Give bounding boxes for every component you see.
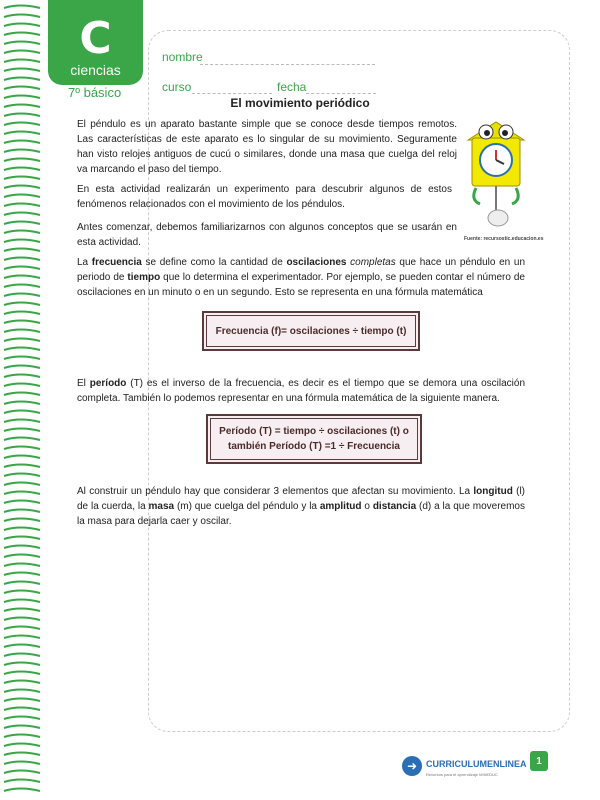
spiral-ring (4, 564, 40, 567)
spiral-ring (4, 213, 40, 216)
course-field[interactable] (192, 93, 272, 94)
spiral-ring (4, 645, 40, 648)
period-paragraph: El período (T) es el inverso de la frecuencia, es decir es el tiempo que se demora una oscilación completa. También lo podemos representar en una fórmula matemática de la siguiente manera. (77, 378, 526, 404)
spiral-ring (4, 537, 40, 540)
spiral-ring (4, 528, 40, 531)
spiral-ring (4, 618, 40, 621)
spiral-ring (4, 222, 40, 225)
spiral-ring (4, 690, 40, 693)
spiral-ring (4, 609, 40, 612)
spiral-ring (4, 735, 40, 738)
spiral-ring (4, 555, 40, 558)
subject-letter: C (79, 13, 112, 64)
spiral-ring (4, 654, 40, 657)
spiral-ring (4, 15, 40, 18)
date-field[interactable] (306, 93, 376, 94)
spiral-ring (4, 438, 40, 441)
spiral-ring (4, 600, 40, 603)
frequency-formula: Frecuencia (f)= oscilaciones ÷ tiempo (t) (215, 325, 407, 337)
spiral-ring (4, 375, 40, 378)
spiral-ring (4, 240, 40, 243)
spiral-ring (4, 339, 40, 342)
spiral-ring (4, 195, 40, 198)
spiral-ring (4, 519, 40, 522)
frequency-formula-box (202, 311, 420, 351)
spiral-ring (4, 51, 40, 54)
name-field[interactable] (200, 64, 375, 65)
spiral-ring (4, 483, 40, 486)
spiral-ring (4, 42, 40, 45)
spiral-ring (4, 447, 40, 450)
spiral-ring (4, 69, 40, 72)
spiral-ring (4, 123, 40, 126)
period-formula-box (206, 414, 422, 464)
spiral-ring (4, 726, 40, 729)
spiral-ring (4, 150, 40, 153)
curriculum-logo (402, 755, 532, 777)
spiral-ring (4, 348, 40, 351)
period-formula-line2: también Período (T) =1 ÷ Frecuencia (228, 441, 400, 452)
activity-paragraph: En esta actividad realizarán un experimento para descubrir algunos de estos fenómenos relacionados con el movimiento de los péndulos. (77, 184, 452, 210)
elements-paragraph: Al construir un péndulo hay que considerar 3 elementos que afectan su movimiento. La longitud (l) de la cuerda, la masa (m) que cuelga del péndulo y la amplitud o distancia (d) a la que moveremos la masa para dejarla caer y oscilar. (77, 486, 525, 527)
spiral-ring (4, 132, 40, 135)
spiral-ring (4, 582, 40, 585)
spiral-ring (4, 771, 40, 774)
course-label: curso (162, 80, 192, 94)
intro-paragraph: El péndulo es un aparato bastante simple que se conoce desde tiempos remotos. Las características de este aparato es lo singular de su movimiento. Seguramente han visto relojes antiguos de cucú o similares, donde una masa que cuelga del reloj va marcando el paso del tiempo. (77, 119, 457, 175)
date-label: fecha (277, 80, 307, 94)
spiral-ring (4, 393, 40, 396)
spiral-ring (4, 177, 40, 180)
spiral-ring (4, 465, 40, 468)
logo-arrow-icon: ➜ (402, 756, 422, 776)
spiral-ring (4, 330, 40, 333)
spiral-ring (4, 753, 40, 756)
spiral-ring (4, 699, 40, 702)
spiral-ring (4, 285, 40, 288)
spiral-ring (4, 366, 40, 369)
spiral-ring (4, 231, 40, 234)
spiral-ring (4, 321, 40, 324)
spiral-ring (4, 474, 40, 477)
spiral-ring (4, 141, 40, 144)
spiral-ring (4, 357, 40, 360)
spiral-ring (4, 24, 40, 27)
spiral-ring (4, 312, 40, 315)
spiral-ring (4, 78, 40, 81)
spiral-ring (4, 186, 40, 189)
spiral-ring (4, 681, 40, 684)
spiral-ring (4, 258, 40, 261)
spiral-ring (4, 168, 40, 171)
spiral-ring (4, 294, 40, 297)
image-credit: Fuente: recursostic.educacion.es (464, 236, 544, 242)
name-label: nombre (162, 50, 203, 64)
logo-tagline: Recursos para el aprendizaje MINEDUC (426, 772, 498, 777)
spiral-ring (4, 789, 40, 792)
spiral-ring (4, 267, 40, 270)
spiral-ring (4, 456, 40, 459)
spiral-ring (4, 492, 40, 495)
spiral-ring (4, 249, 40, 252)
spiral-ring (4, 762, 40, 765)
spiral-ring (4, 663, 40, 666)
cuckoo-clock-image (462, 118, 530, 233)
spiral-ring (4, 501, 40, 504)
spiral-ring (4, 114, 40, 117)
spiral-ring (4, 33, 40, 36)
spiral-ring (4, 717, 40, 720)
concepts-paragraph: Antes comenzar, debemos familiarizarnos con algunos conceptos que se usarán en esta actividad. (77, 222, 457, 248)
spiral-ring (4, 744, 40, 747)
frequency-paragraph: La frecuencia se define como la cantidad de oscilaciones completas que hace un péndulo en un periodo de tiempo que lo determina el experimentador. Por ejemplo, se pueden contar el número de oscilaciones en un minuto o en un segundo. Esto se representa en una fórmula matemática (77, 257, 526, 298)
spiral-ring (4, 510, 40, 513)
spiral-ring (4, 591, 40, 594)
spiral-ring (4, 303, 40, 306)
spiral-ring (4, 546, 40, 549)
spiral-ring (4, 60, 40, 63)
spiral-ring (4, 411, 40, 414)
spiral-ring (4, 6, 40, 9)
spiral-ring (4, 573, 40, 576)
page-title: El movimiento periódico (230, 96, 370, 110)
spiral-ring (4, 402, 40, 405)
spiral-ring (4, 159, 40, 162)
spiral-ring (4, 672, 40, 675)
spiral-ring (4, 384, 40, 387)
spiral-ring (4, 627, 40, 630)
subject-badge (48, 0, 143, 85)
logo-text: CURRICULUMENLINEA (426, 759, 527, 769)
spiral-ring (4, 420, 40, 423)
spiral-ring (4, 780, 40, 783)
spiral-ring (4, 636, 40, 639)
spiral-ring (4, 708, 40, 711)
period-formula-line1: Período (T) = tiempo ÷ oscilaciones (t) o (219, 426, 409, 437)
grade-label: 7º básico (68, 85, 122, 100)
page-number: 1 (530, 751, 548, 771)
spiral-binding (0, 0, 44, 800)
subject-word: ciencias (70, 62, 121, 78)
spiral-ring (4, 204, 40, 207)
spiral-ring (4, 87, 40, 90)
spiral-ring (4, 276, 40, 279)
spiral-ring (4, 429, 40, 432)
